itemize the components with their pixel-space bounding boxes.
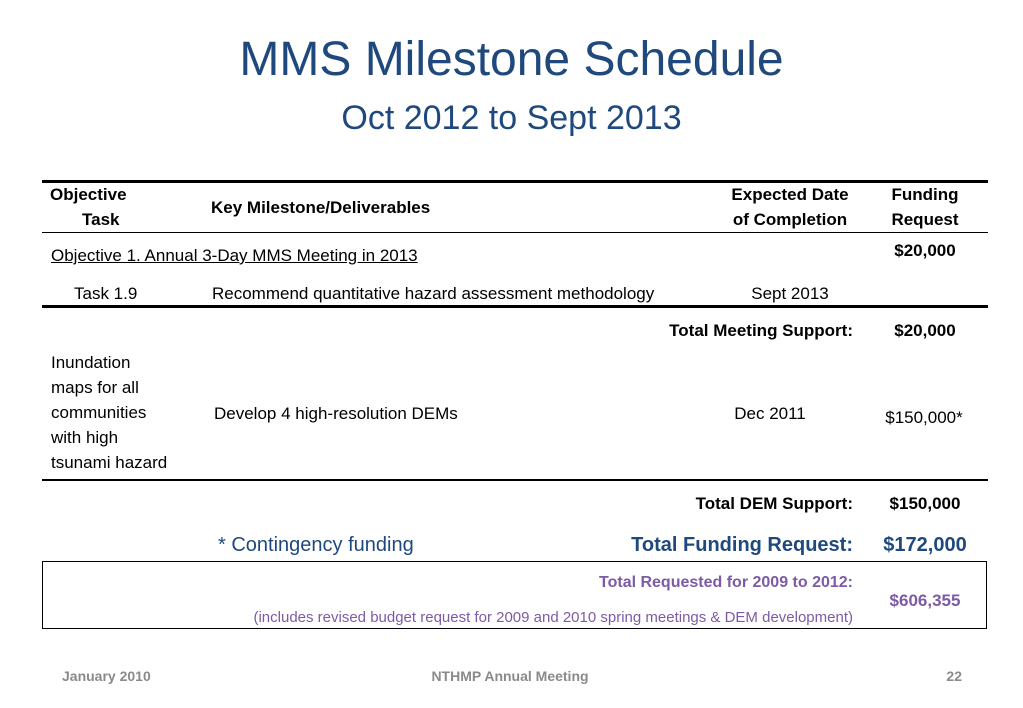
header-objective (42, 182, 192, 232)
total-requested-value: $606,355 (889, 591, 961, 610)
task-1-9-milestone: Recommend quantitative hazard assessment methodology (212, 284, 655, 303)
header-funding-line1: Funding (891, 185, 959, 204)
inundation-line-4: with high (51, 428, 119, 447)
inundation-milestone: Develop 4 high-resolution DEMs (214, 404, 458, 423)
inundation-date: Dec 2011 (734, 404, 806, 423)
objective1-rule (42, 305, 988, 308)
total-requested-note: (includes revised budget request for 2009 and 2010 spring meetings & DEM development) (253, 609, 853, 626)
footer-date: January 2010 (62, 668, 151, 684)
total-meeting-label: Total Meeting Support: (669, 321, 853, 340)
total-meeting-value: $20,000 (894, 321, 956, 340)
header-date (710, 182, 870, 232)
total-requested-label: Total Requested for 2009 to 2012: (599, 574, 853, 591)
inundation-line-1: Inundation (51, 353, 131, 372)
task-1-9: Task 1.9 (74, 284, 138, 303)
inundation-objective (51, 350, 167, 475)
header-date-line2: of Completion (732, 210, 848, 229)
header-rule (42, 232, 988, 233)
total-dem-label: Total DEM Support: (695, 494, 853, 513)
header-objective-line2: Task (82, 210, 120, 229)
inundation-funding: $150,000* (885, 408, 963, 427)
header-funding (870, 182, 980, 232)
total-dem-value: $150,000 (889, 494, 961, 513)
header-date-line1: Expected Date (731, 185, 849, 204)
header-funding-line2: Request (891, 210, 959, 229)
slide-title: MMS Milestone Schedule (239, 33, 784, 86)
slide-subtitle: Oct 2012 to Sept 2013 (341, 99, 682, 137)
header-objective-line1: Objective (50, 185, 127, 204)
inundation-line-5: tsunami hazard (51, 453, 168, 472)
contingency-note: * Contingency funding (218, 534, 414, 556)
inundation-line-2: maps for all (51, 378, 139, 397)
inundation-line-3: communities (51, 403, 147, 422)
inundation-rule (42, 479, 988, 481)
footer-page-number: 22 (946, 668, 962, 684)
objective1-title: Objective 1. Annual 3-Day MMS Meeting in 2013 (51, 246, 418, 265)
task-1-9-date: Sept 2013 (751, 284, 829, 303)
total-funding-value: $172,000 (883, 534, 967, 556)
objective1-funding: $20,000 (894, 241, 956, 260)
total-funding-label: Total Funding Request: (631, 534, 853, 556)
header-milestone: Key Milestone/Deliverables (211, 198, 431, 217)
footer-meeting: NTHMP Annual Meeting (431, 668, 589, 684)
